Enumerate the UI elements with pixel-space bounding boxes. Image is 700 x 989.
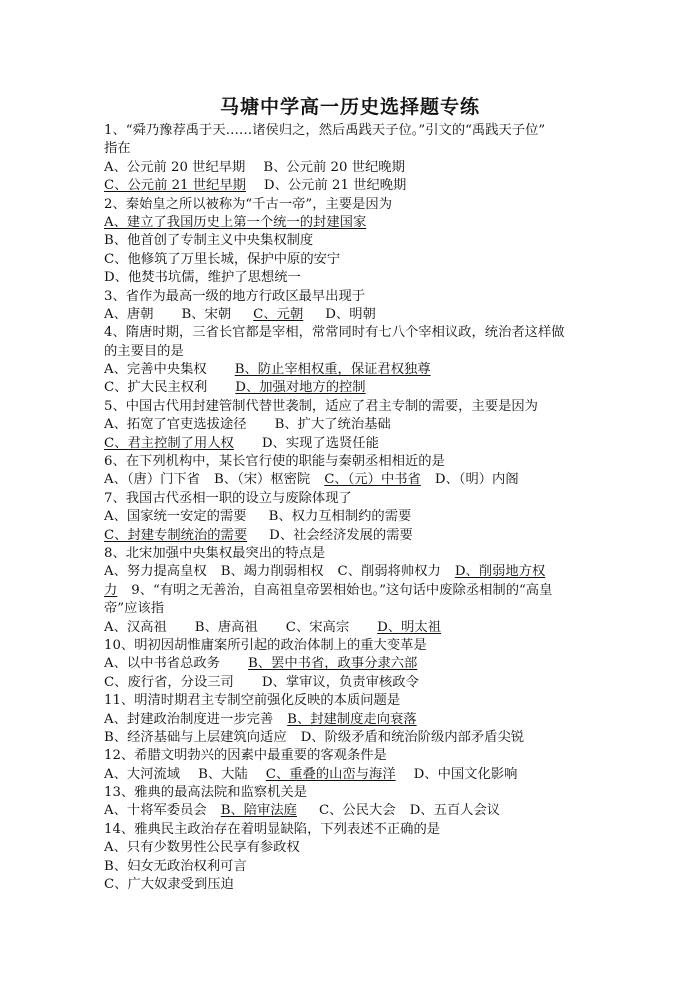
option-c-answer: C、封建专制统治的需要: [104, 527, 248, 543]
option-a: A、（唐）门下省: [104, 472, 201, 488]
option-d: D、阶级矛盾和统治阶级内部矛盾尖锐: [300, 729, 525, 745]
option-b: B、扩大了统治基础: [274, 417, 391, 433]
text-line: 指在: [104, 141, 131, 157]
text-line: 3、省作为最高一级的地方行政区最早出现于: [104, 288, 366, 304]
option-d: D、实现了选贤任能: [261, 435, 379, 451]
option-d: D、明朝: [325, 306, 376, 322]
option-a: A、封建政治制度进一步完善: [104, 711, 274, 727]
option-a: A、十将军委员会: [104, 803, 207, 819]
option-b: B、他首创了专制主义中央集权制度: [104, 233, 314, 249]
option-b: B、公元前 20 世纪晚期: [263, 159, 405, 175]
option-b-answer: B、封建制度走向衰落: [287, 711, 417, 727]
option-d: D、社会经济发展的需要: [269, 527, 413, 543]
text-line: 13、雅典的最高法院和监察机关是: [104, 785, 308, 801]
text-line: 5、中国古代用封建管制代替世袭制，适应了君主专制的需要，主要是因为: [104, 398, 538, 414]
question-7-stem: [104, 490, 604, 508]
option-b: B、竭力削弱相权: [220, 564, 324, 580]
question-7-options-ab: [104, 508, 604, 526]
question-7-options-cd: [104, 527, 604, 545]
question-14-option-b: [104, 858, 604, 876]
option-c: C、废行省，分设三司: [104, 674, 234, 690]
question-2-option-d: [104, 269, 604, 287]
text-line: 7、我国古代丞相一职的设立与废除体现了: [104, 490, 352, 506]
question-12-stem: [104, 747, 604, 765]
option-d: D、五百人会议: [409, 803, 501, 819]
question-10-options-ab: [104, 655, 604, 673]
question-14-stem: [104, 821, 604, 839]
option-a: A、只有少数男性公民享有参政权: [104, 840, 300, 856]
option-d-answer-cont: 力: [104, 582, 118, 598]
option-c: C、广大奴隶受到压迫: [104, 877, 234, 893]
question-4-stem-cont: [104, 343, 604, 361]
question-1-options-cd: [104, 177, 604, 195]
option-a: A、拓宽了官吏选拔途径: [104, 417, 247, 433]
text-line: 4、隋唐时期，三省长官都是宰相，常常同时有七八个宰相议政，统治者这样做: [104, 325, 565, 341]
option-c: C、削弱将帅权力: [337, 564, 441, 580]
option-b-answer: B、陪审法庭: [220, 803, 297, 819]
option-d-answer: D、削弱地方权: [454, 564, 546, 580]
question-2-option-c: [104, 251, 604, 269]
text-line: 帝”应该指: [104, 601, 164, 617]
question-1-stem-cont: [104, 140, 604, 158]
option-b-answer: B、罢中书省，政事分隶六部: [247, 656, 418, 672]
option-a: A、国家统一安定的需要: [104, 509, 247, 525]
question-2-option-a: [104, 214, 604, 232]
option-b: B、唐高祖: [194, 619, 258, 635]
option-b: B、妇女无政治权利可言: [104, 858, 247, 874]
option-a: A、唐朝: [104, 306, 154, 322]
option-c: C、宋高宗: [285, 619, 350, 635]
option-d-answer: D、明太祖: [377, 619, 441, 635]
question-14-option-c: [104, 876, 604, 894]
question-8-stem: [104, 545, 604, 563]
option-b-answer: B、防止宰相权重，保证君权独尊: [234, 362, 431, 378]
question-11-stem: [104, 692, 604, 710]
question-5-options-cd: [104, 435, 604, 453]
question-13-stem: [104, 784, 604, 802]
text-line: 9、“有明之无善治，自高祖皇帝罢相始也。”这句话中废除丞相制的“高皇: [131, 582, 553, 598]
question-12-options: [104, 766, 604, 784]
text-line: 11、明清时期君主专制空前强化反映的本质问题是: [104, 693, 401, 709]
question-9-stem-cont: [104, 600, 604, 618]
option-d: D、掌审议，负责审核政令: [261, 674, 419, 690]
option-c-answer: C、君主控制了用人权: [104, 435, 234, 451]
text-line: 10、明初因胡惟庸案所引起的政治体制上的重大变革是: [104, 637, 427, 653]
option-c-answer: C、公元前 21 世纪早期: [104, 178, 246, 194]
option-d: D、中国文化影响: [413, 766, 518, 782]
question-11-options-ab: [104, 711, 604, 729]
question-1-stem: [104, 122, 604, 140]
option-d: D、（明）内阁: [434, 472, 519, 488]
option-a-answer: A、建立了我国历史上第一个统一的封建国家: [104, 214, 367, 230]
option-a: A、完善中央集权: [104, 362, 207, 378]
option-c: B、经济基础与上层建筑向适应: [104, 729, 287, 745]
option-a: A、大河流域: [104, 766, 181, 782]
option-c: C、公民大会: [318, 803, 396, 819]
question-8-options: [104, 563, 604, 581]
question-11-options-cd: [104, 729, 604, 747]
option-c-answer: C、重叠的山峦与海洋: [265, 766, 396, 782]
option-b: B、宋朝: [181, 306, 232, 322]
option-a: A、汉高祖: [104, 619, 167, 635]
question-6-stem: [104, 453, 604, 471]
question-5-stem: [104, 398, 604, 416]
question-2-stem: [104, 196, 604, 214]
question-1-options-ab: [104, 159, 604, 177]
option-a: A、公元前 20 世纪早期: [104, 159, 246, 175]
question-4-options-ab: [104, 361, 604, 379]
option-a: A、努力提高皇权: [104, 564, 207, 580]
question-14-option-a: [104, 839, 604, 857]
question-3-stem: [104, 288, 604, 306]
option-d: D、加强对地方的控制: [235, 380, 366, 396]
page-title: 马塘中学高一历史选择题专练: [219, 96, 480, 118]
option-c: C、他修筑了万里长城，保护中原的安宁: [104, 251, 341, 267]
option-b: B、（宋）枢密院: [214, 472, 311, 488]
option-c-answer: C、（元）中书省: [324, 472, 421, 488]
text-line: 8、北宋加强中央集权最突出的特点是: [104, 545, 326, 561]
text-line: 的主要目的是: [104, 343, 184, 359]
question-3-options: [104, 306, 604, 324]
text-line: 2、秦始皇之所以被称为“千古一帝”，主要是因为: [104, 196, 392, 212]
question-4-options-cd: [104, 379, 604, 397]
option-a: A、以中书省总政务: [104, 656, 220, 672]
text-line: 12、希腊文明勃兴的因素中最重要的客观条件是: [104, 748, 387, 764]
question-9-stem: [104, 582, 604, 600]
text-line: 14、雅典民主政治存在着明显缺陷，下列表述不正确的是: [104, 821, 441, 837]
option-c-answer: C、元朝: [253, 306, 304, 322]
question-5-options-ab: [104, 416, 604, 434]
question-10-options-cd: [104, 674, 604, 692]
option-b: B、权力互相制约的需要: [268, 509, 412, 525]
option-b: B、大陆: [198, 766, 248, 782]
question-13-options: [104, 802, 604, 820]
text-line: 1、“舜乃豫荐禹于天……诸侯归之，然后禹践天子位。”引文的“禹践天子位”: [104, 123, 546, 138]
question-10-stem: [104, 637, 604, 655]
option-d: D、他焚书坑儒，维护了思想统一: [104, 270, 301, 286]
question-4-stem: [104, 324, 604, 342]
option-c: C、扩大民主权利: [104, 380, 208, 396]
question-6-options: [104, 471, 604, 489]
question-9-options: [104, 619, 604, 637]
question-list: [104, 122, 604, 894]
option-d: D、公元前 21 世纪晚期: [263, 178, 407, 194]
question-2-option-b: [104, 232, 604, 250]
text-line: 6、在下列机构中，某长官行使的职能与秦朝丞相相近的是: [104, 454, 445, 470]
